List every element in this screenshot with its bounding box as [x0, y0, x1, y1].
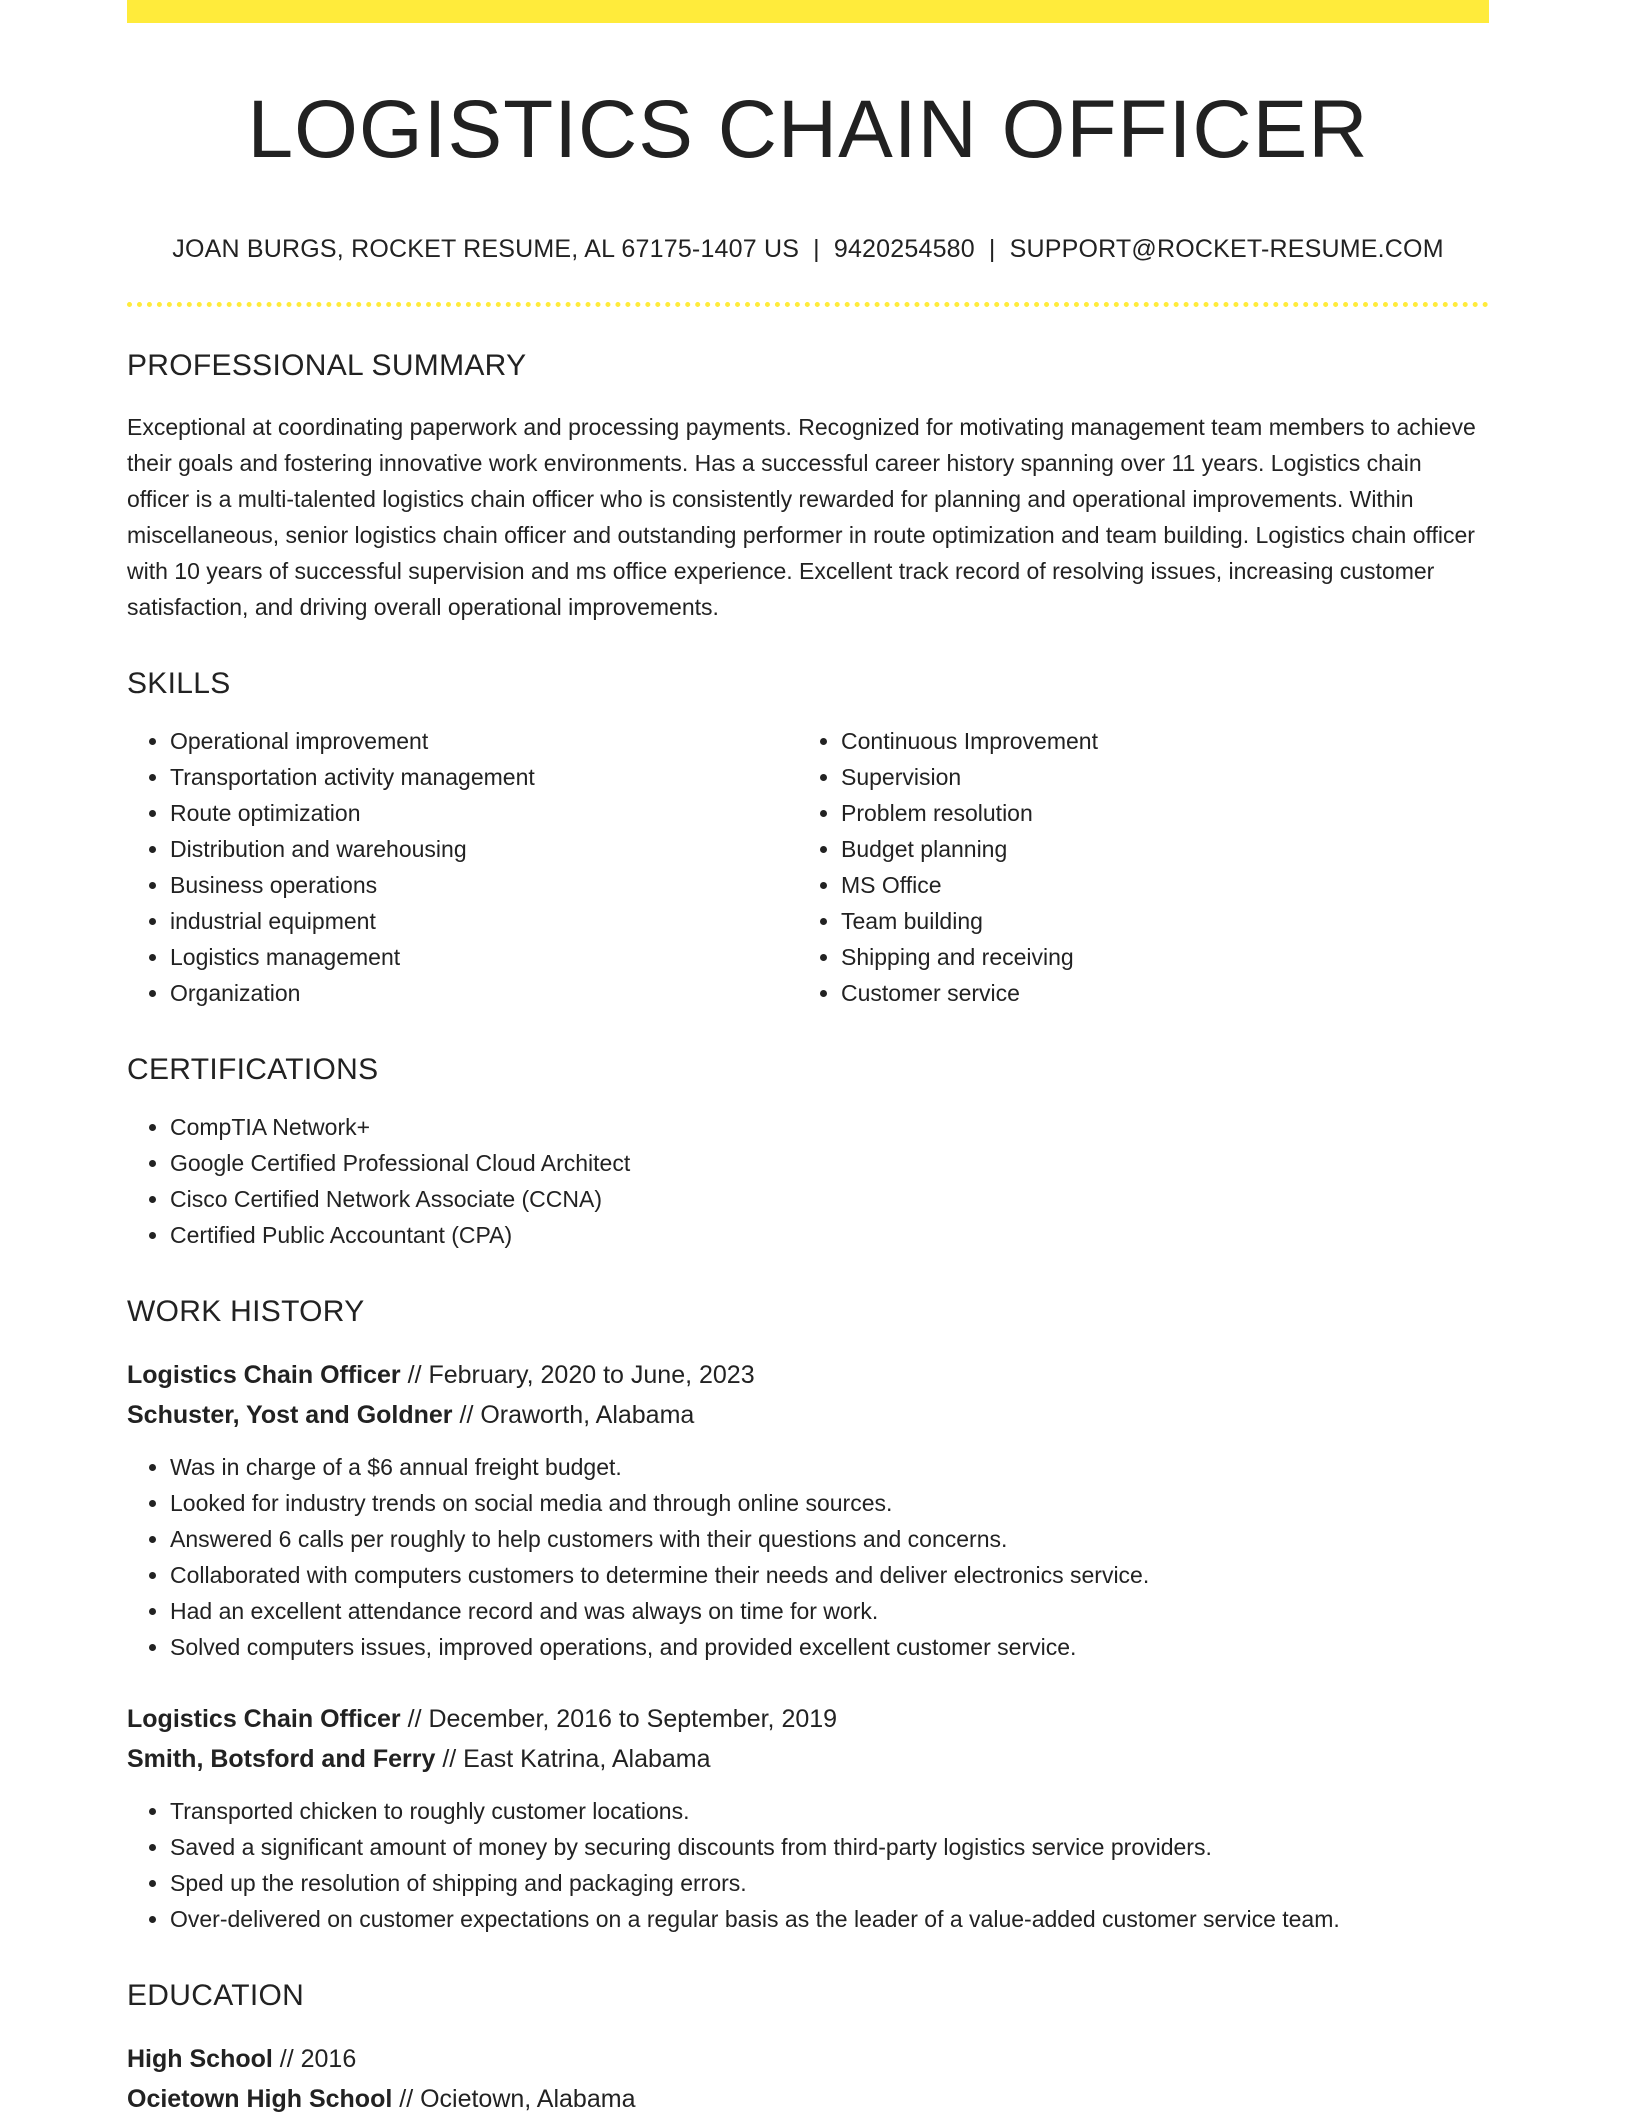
job-company: Schuster, Yost and Goldner: [127, 1401, 453, 1430]
skill-item: • Transportation activity management: [170, 759, 798, 795]
certifications-heading: CERTIFICATIONS: [127, 1053, 379, 1087]
education-year: // 2016: [272, 2045, 357, 2074]
job-dates: // February, 2020 to June, 2023: [400, 1361, 755, 1390]
job-bullet: • Over-delivered on customer expectations on a regular basis as the leader of a value-added customer service team.: [170, 1901, 1489, 1937]
job-bullet: • Had an excellent attendance record and was always on time for work.: [170, 1593, 1489, 1629]
job-entry: [127, 1355, 1489, 1665]
certification-item: • Cisco Certified Network Associate (CCNA): [170, 1181, 1489, 1217]
resume-page: [127, 0, 1489, 2119]
page-title: LOGISTICS CHAIN OFFICER: [247, 84, 1369, 175]
skill-item: • Team building: [841, 903, 1469, 939]
skills-list-left: [127, 723, 798, 1011]
skill-item: • Customer service: [841, 975, 1469, 1011]
summary-text: Exceptional at coordinating paperwork and processing payments. Recognized for motivating management team members to achieve their goals and fostering innovative work environments. Has a successful career history spanning over 11 years. Logistics chain officer is a multi-talented logistics chain officer who is consistently rewarded for planning and operational improvements. Within miscellaneous, senior logistics chain officer and outstanding performer in route optimization and team building. Logistics chain officer with 10 years of successful supervision and ms office experience. Excellent track record of resolving issues, increasing customer satisfaction, and driving overall operational improvements.: [127, 414, 1476, 621]
job-bullet: • Sped up the resolution of shipping and packaging errors.: [170, 1865, 1489, 1901]
job-location: // East Katrina, Alabama: [435, 1745, 711, 1774]
education-heading: EDUCATION: [127, 1979, 305, 2013]
education-school: Ocietown High School: [127, 2085, 393, 2114]
certification-item: • Google Certified Professional Cloud Architect: [170, 1145, 1489, 1181]
summary-heading: PROFESSIONAL SUMMARY: [127, 349, 527, 383]
skill-item: • Route optimization: [170, 795, 798, 831]
job-bullet: • Looked for industry trends on social media and through online sources.: [170, 1485, 1489, 1521]
certifications-list: [127, 1109, 1489, 1253]
contact-email: SUPPORT@ROCKET-RESUME.COM: [1009, 235, 1444, 264]
job-location: // Oraworth, Alabama: [452, 1401, 695, 1430]
skill-item: • Operational improvement: [170, 723, 798, 759]
job-company-line: [127, 1739, 1489, 1779]
job-dates: // December, 2016 to September, 2019: [400, 1705, 838, 1734]
top-accent-bar: [127, 0, 1489, 23]
job-bullet: • Answered 6 calls per roughly to help customers with their questions and concerns.: [170, 1521, 1489, 1557]
contact-separator: |: [813, 235, 820, 264]
job-bullet: • Collaborated with computers customers to determine their needs and deliver electronics service.: [170, 1557, 1489, 1593]
skill-item: • Continuous Improvement: [841, 723, 1469, 759]
contact-phone: 9420254580: [833, 235, 975, 264]
job-title: Logistics Chain Officer: [127, 1361, 401, 1390]
skill-item: • Supervision: [841, 759, 1469, 795]
job-title-line: [127, 1355, 1489, 1395]
skill-item: • Logistics management: [170, 939, 798, 975]
skills-list-right: [798, 723, 1469, 1011]
job-bullet: • Saved a significant amount of money by securing discounts from third-party logistics service providers.: [170, 1829, 1489, 1865]
skill-item: • Budget planning: [841, 831, 1469, 867]
certification-item: • Certified Public Accountant (CPA): [170, 1217, 1489, 1253]
job-company: Smith, Botsford and Ferry: [127, 1745, 436, 1774]
education-school-line: [127, 2079, 1489, 2119]
skill-item: • Business operations: [170, 867, 798, 903]
education-location: // Ocietown, Alabama: [392, 2085, 636, 2114]
job-bullets: [127, 1793, 1489, 1937]
skill-item: • Distribution and warehousing: [170, 831, 798, 867]
job-company-line: [127, 1395, 1489, 1435]
job-bullets: [127, 1449, 1489, 1665]
skill-item: • Organization: [170, 975, 798, 1011]
skill-item: • industrial equipment: [170, 903, 798, 939]
job-entry: [127, 1699, 1489, 1937]
job-bullet: • Transported chicken to roughly customer locations.: [170, 1793, 1489, 1829]
job-bullet: • Was in charge of a $6 annual freight budget.: [170, 1449, 1489, 1485]
dotted-divider: [127, 302, 1489, 307]
contact-separator: |: [988, 235, 996, 264]
contact-address: JOAN BURGS, ROCKET RESUME, AL 67175-1407 US: [172, 235, 800, 264]
job-title-line: [127, 1699, 1489, 1739]
skill-item: • MS Office: [841, 867, 1469, 903]
skills-heading: SKILLS: [127, 667, 231, 701]
skill-item: • Shipping and receiving: [841, 939, 1469, 975]
education-degree-line: [127, 2039, 1489, 2079]
education-degree: High School: [127, 2045, 273, 2074]
job-title: Logistics Chain Officer: [127, 1705, 401, 1734]
skill-item: • Problem resolution: [841, 795, 1469, 831]
job-bullet: • Solved computers issues, improved operations, and provided excellent customer service.: [170, 1629, 1489, 1665]
skills-grid: [127, 701, 1489, 1011]
certification-item: • CompTIA Network+: [170, 1109, 1489, 1145]
contact-line: [127, 235, 1489, 264]
work-history-heading: WORK HISTORY: [127, 1295, 365, 1329]
